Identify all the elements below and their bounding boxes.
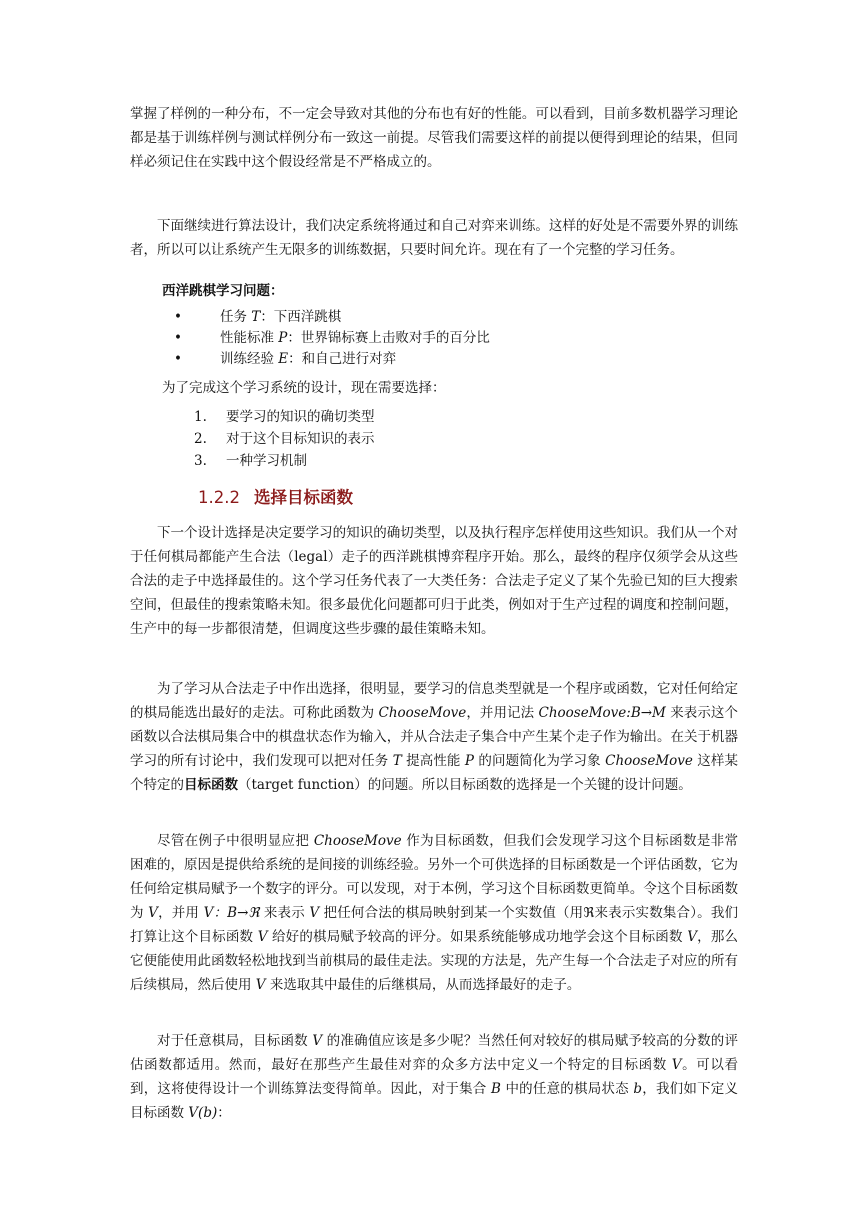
choices-list	[194, 406, 375, 472]
paragraph-2: 下面继续进行算法设计，我们决定系统将通过和自己对弈来训练。这样的好处是不需要外界的训练者，所以可以让系统产生无限多的训练数据，只要时间允许。现在有了一个完整的学习任务。	[130, 218, 738, 258]
list-item: 3. 一种学习机制	[194, 453, 307, 469]
paragraph-1: 掌握了样例的一种分布，不一定会导致对其他的分布也有好的性能。可以看到，目前多数机器学习理论都是基于训练样例与测试样例分布一致这一前提。尽管我们需要这样的前提以便得到理论的结果，但同样必须记住在实践中这个假设经常是不严格成立的。	[130, 106, 738, 170]
section-number: 1.2.2	[198, 488, 240, 507]
paragraph-3: 下一个设计选择是决定要学习的知识的确切类型，以及执行程序怎样使用这些知识。我们从一个对于任何棋局都能产生合法（legal）走子的西洋跳棋博弈程序开始。那么，最终的程序仅须学会从这些合法的走子中选择最佳的。这个学习任务代表了一大类任务：合法走子定义了某个先验已知的巨大搜索空间，但最佳的搜索策略未知。很多最优化问题都可归于此类，例如对于生产过程的调度和控制问题，生产中的每一步都很清楚，但调度这些步骤的最佳策略未知。	[130, 525, 738, 637]
list-item: 2. 对于这个目标知识的表示	[194, 431, 375, 447]
problem-title: 西洋跳棋学习问题：	[162, 283, 284, 299]
list-item: • 性能标准 P：世界锦标赛上击败对手的百分比	[172, 328, 490, 349]
section-heading	[198, 484, 353, 508]
paragraph-4: 为了学习从合法走子中作出选择，很明显，要学习的信息类型就是一个程序或函数，它对任何给定的棋局能选出最好的走法。可称此函数为 ChooseMove，并用记法 ChooseMove:B→M 来表示这个函数以合法棋局集合中的棋盘状态作为输入，并从合法走子集合中产生某个走子作为输出。在关于机器学习的所有讨论中，我们发现可以把对任务 T 提高性能 P 的问题简化为学习象 ChooseMove 这样某个特定的目标函数（target function）的问题。所以目标函数的选择是一个关键的设计问题。	[130, 681, 738, 793]
list-item: 1. 要学习的知识的确切类型	[194, 409, 375, 425]
list-item: • 任务 T：下西洋跳棋	[172, 307, 490, 328]
paragraph-5: 尽管在例子中很明显应把 ChooseMove 作为目标函数，但我们会发现学习这个目标函数是非常困难的，原因是提供给系统的是间接的训练经验。另外一个可供选择的目标函数是一个评估函数，它为任何给定棋局赋予一个数字的评分。可以发现，对于本例，学习这个目标函数更简单。令这个目标函数为 V，并用 V：B→ℜ 来表示 V 把任何合法的棋局映射到某一个实数值（用ℜ来表示实数集合）。我们打算让这个目标函数 V 给好的棋局赋予较高的评分。如果系统能够成功地学会这个目标函数 V，那么它便能使用此函数轻松地找到当前棋局的最佳走法。实现的方法是，先产生每一个合法走子对应的所有后续棋局，然后使用 V 来选取其中最佳的后继棋局，从而选择最好的走子。	[130, 833, 739, 993]
bullet-icon: •	[174, 309, 182, 325]
choices-lead: 为了完成这个学习系统的设计，现在需要选择：	[162, 380, 446, 396]
problem-list	[172, 307, 490, 370]
bullet-icon: •	[174, 351, 182, 367]
section-title: 选择目标函数	[254, 488, 353, 507]
list-item: • 训练经验 E：和自己进行对弈	[172, 349, 490, 370]
bullet-icon: •	[174, 330, 182, 346]
paragraph-6: 对于任意棋局，目标函数 V 的准确值应该是多少呢？当然任何对较好的棋局赋予较高的分数的评估函数都适用。然而，最好在那些产生最佳对弈的众多方法中定义一个特定的目标函数 V。可以看到，这将使得设计一个训练算法变得简单。因此，对于集合 B 中的任意的棋局状态 b，我们如下定义目标函数 V(b)：	[130, 1033, 739, 1121]
